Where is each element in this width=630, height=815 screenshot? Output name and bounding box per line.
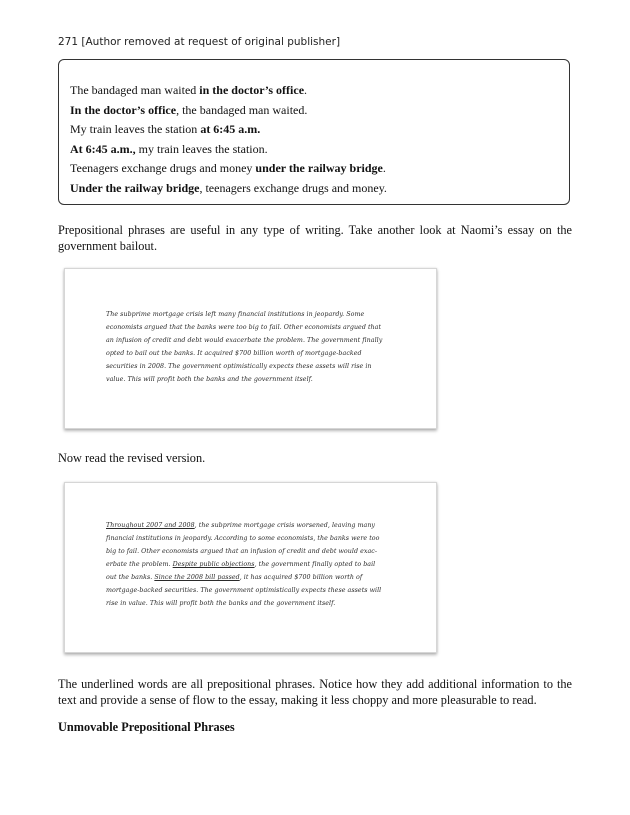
example-line: My train leaves the station at 6:45 a.m.: [70, 122, 261, 136]
page-number: 271: [58, 36, 79, 48]
original-essay-image: [64, 268, 437, 429]
examples-box: [58, 59, 570, 205]
intro-paragraph: Prepositional phrases are useful in any type of writing. Take another look at Naomi’s essay on the government bailout.: [58, 223, 572, 253]
section-heading: Unmovable Prepositional Phrases: [58, 720, 235, 734]
example-line: In the doctor’s office, the bandaged man waited.: [70, 102, 308, 117]
revised-intro-paragraph: Now read the revised version.: [58, 451, 206, 465]
revised-essay-text: Throughout 2007 and 2008, the subprime mortgage crisis worsened, leaving many financial institutions in jeopardy. According to some economists, the banks were too big to fail. Other economists argued that an infusion of credit and debt would exac- erbate the problem. Despite public objections, the government finally opted to bail out the banks. Since the 2008 bill passed, it has acquired $700 billion worth of mortgage-backed securities. The government optimistically expects these assets will rise in value. This will profit both the banks and the government itself.: [106, 522, 382, 607]
original-essay-text: The subprime mortgage crisis left many financial institutions in jeopardy. Some economists argued that the banks were too big to fail. Other economists argued that an infusion of credit and debt would exacerbate the problem. The government finally opted to bail out the banks. It acquired $700 billion worth of mortgage-backed securities in 2008. The government optimistically expects these assets will rise in value. This will profit both the banks and the government itself.: [106, 311, 383, 383]
example-line: Teenagers exchange drugs and money under the railway bridge.: [70, 161, 386, 175]
conclusion-paragraph: The underlined words are all prepositional phrases. Notice how they add additional information to the text and provide a sense of flow to the essay, making it less choppy and more pleasurable to read.: [58, 677, 572, 707]
page-header: [58, 36, 340, 48]
example-line: The bandaged man waited in the doctor’s office.: [70, 83, 308, 97]
revised-essay-image: [64, 482, 437, 653]
attribution: [Author removed at request of original publisher]: [81, 36, 341, 48]
example-line: Under the railway bridge, teenagers exchange drugs and money.: [70, 180, 387, 195]
example-line: At 6:45 a.m., my train leaves the station.: [70, 141, 268, 156]
